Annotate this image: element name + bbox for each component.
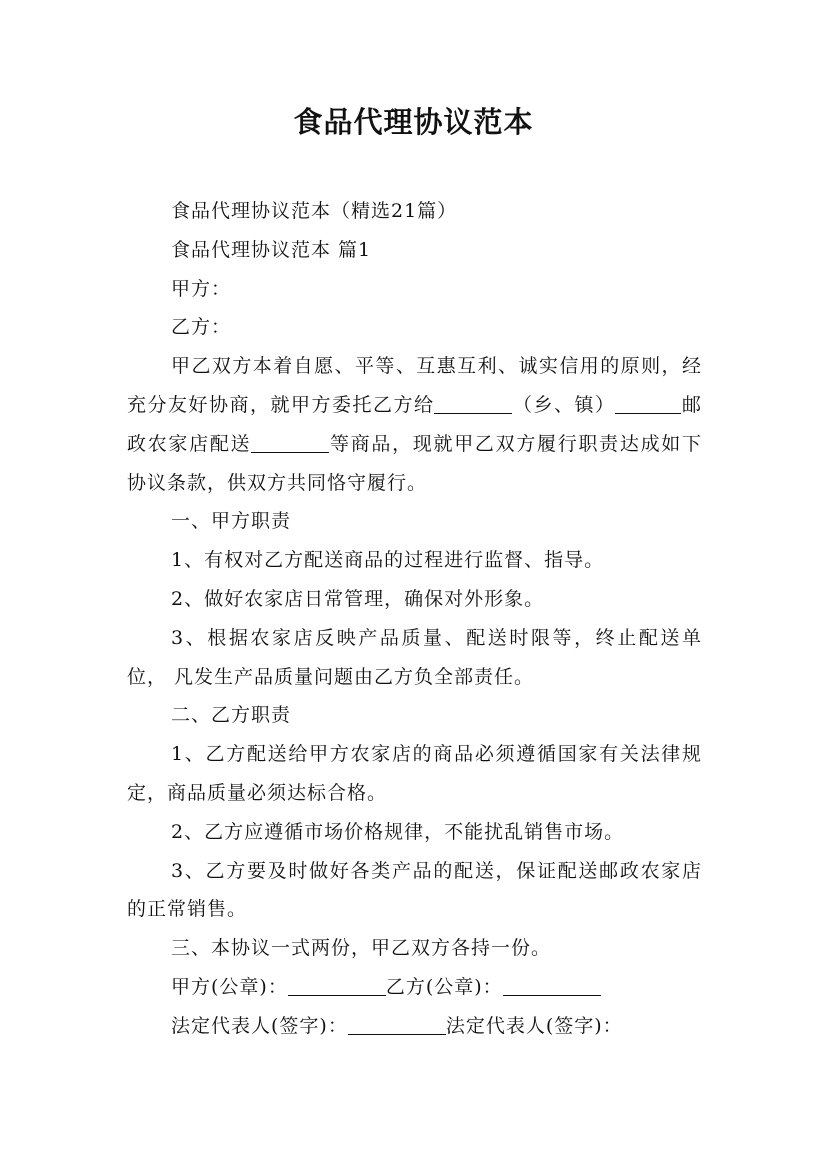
section1-item: 3、根据农家店反映产品质量、配送时限等，终止配送单位， 凡发生产品质量问题由乙方负全部责任。 [127,626,702,688]
subtitle: 食品代理协议范本（精选21篇） [171,200,458,222]
intro-part4: 等商品，现就甲乙双方履行职责达成如下协议条款，供双方共同恪守履行。 [127,432,702,494]
section1-title: 一、甲方职责 [171,510,292,533]
document-body [127,192,702,1046]
section2-item: 3、乙方要及时做好各类产品的配送，保证配送邮政农家店的正常销售。 [127,859,702,921]
party-b-line: 乙方： [171,316,232,339]
blank-line [503,976,601,996]
blank-line [615,394,681,414]
section3-text: 三、本协议一式两份，甲乙双方各持一份。 [171,937,552,960]
section2-item: 1、乙方配送给甲方农家店的商品必须遵循国家有关法律规定，商品质量必须达标合格。 [127,743,702,804]
intro-paragraph [127,347,702,502]
party-b-seal-label: 乙方(公章)： [385,975,503,998]
section2-title: 二、乙方职责 [171,704,292,727]
party-b-representative-label: 法定代表人(签字)： [445,1014,623,1037]
blank-line [348,1015,446,1035]
party-a-seal-label: 甲方(公章)： [171,975,288,998]
section2-item: 2、乙方应遵循市场价格规律，不能扰乱销售市场。 [171,820,625,843]
blank-line [251,433,329,453]
intro-part2: （乡、镇） [512,393,616,416]
signature-line-representative [127,1007,702,1046]
intro-part3: 邮政农家店配送 [127,393,702,455]
intro-part1: 甲乙双方本着自愿、平等、互惠互利、诚实信用的原则，经充分友好协商，就甲方委托乙方给 [127,355,702,416]
signature-line-seal [127,968,702,1007]
document-title: 食品代理协议范本 [293,105,534,139]
section-heading: 食品代理协议范本 篇1 [171,238,372,261]
party-a-line: 甲方： [171,277,232,300]
blank-line [434,394,512,414]
blank-line [288,976,386,996]
section1-item: 2、做好农家店日常管理，确保对外形象。 [171,587,545,610]
section1-item: 1、有权对乙方配送商品的过程进行监督、指导。 [171,549,605,572]
party-a-representative-label: 法定代表人(签字)： [171,1014,348,1037]
